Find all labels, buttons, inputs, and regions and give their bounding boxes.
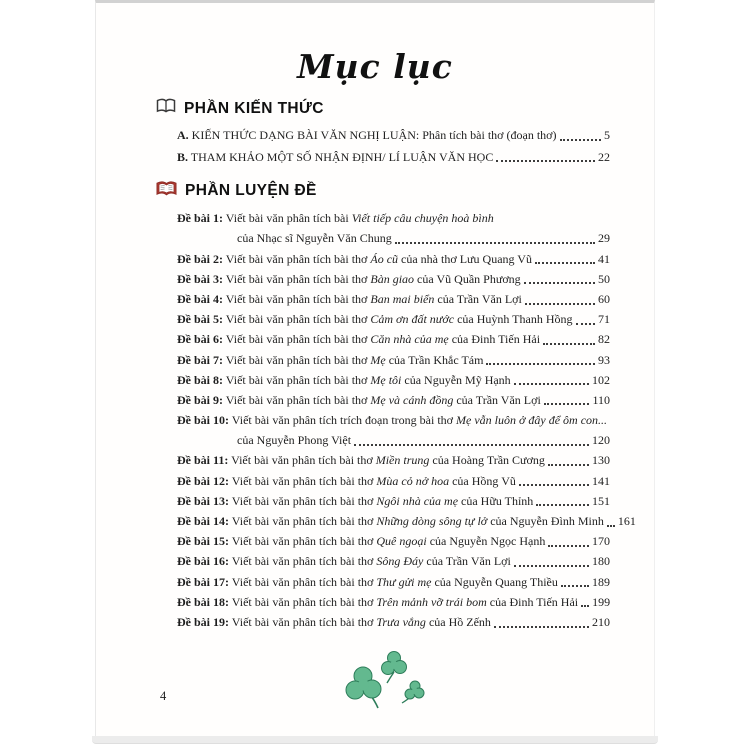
toc-entry: [177, 150, 610, 166]
folio-page-number: 4: [160, 689, 167, 703]
page-ref: 50: [598, 271, 610, 286]
entry-text: Đề bài 12: Viết bài văn phân tích bài thơ Mùa cỏ nở hoa của Hồng Vũ: [177, 473, 516, 488]
entry-label: Đề bài 8:: [177, 372, 223, 387]
dot-leader: [581, 605, 589, 607]
page-ref: 161: [617, 514, 636, 528]
entry-label: Đề bài 15:: [177, 534, 229, 549]
toc-entry: [177, 534, 610, 550]
toc-entry: [177, 353, 610, 369]
page-ref: 60: [598, 291, 610, 306]
section-header-practice: [156, 180, 610, 202]
work-title: Mẹ: [370, 352, 386, 367]
entry-label: Đề bài 3:: [177, 271, 223, 286]
dot-leader: [354, 444, 589, 446]
entry-text: A. KIẾN THỨC DẠNG BÀI VĂN NGHỊ LUẬN: Phân tích bài thơ (đoạn thơ): [177, 128, 557, 142]
toc-entry: [177, 453, 610, 469]
dot-leader: [548, 464, 589, 466]
work-title: Mẹ tôi: [370, 372, 402, 387]
work-title: Sông Đáy: [376, 554, 424, 569]
knowledge-items: [177, 128, 610, 165]
entry-label: Đề bài 17:: [177, 574, 229, 589]
work-title: Áo cũ: [370, 251, 399, 266]
toc-entry: [177, 413, 610, 429]
toc-entry: [177, 393, 610, 409]
dot-leader: [395, 242, 595, 244]
page-ref: 5: [604, 128, 610, 142]
entry-label: Đề bài 9:: [177, 392, 223, 407]
toc-entry: [177, 231, 610, 247]
dot-leader: [548, 545, 589, 547]
entry-text: Đề bài 15: Viết bài văn phân tích bài thơ Quê ngoại của Nguyễn Ngọc Hạnh: [177, 534, 546, 549]
dot-leader: [560, 139, 601, 141]
dot-leader: [561, 585, 589, 587]
entry-label: Đề bài 2:: [177, 251, 223, 266]
work-title: Những dòng sông tự lở: [376, 514, 488, 528]
dot-leader: [514, 565, 589, 567]
work-title: Viết tiếp câu chuyện hoà bình: [351, 211, 494, 226]
entry-text: Đề bài 14: Viết bài văn phân tích bài thơ Những dòng sông tự lở của Nguyễn Đình Minh: [177, 514, 604, 528]
work-title: Ngôi nhà của mẹ: [376, 493, 459, 508]
entry-label: Đề bài 11:: [177, 453, 229, 468]
page-ref: 151: [592, 493, 610, 508]
work-title: Miền trung: [375, 453, 430, 468]
dot-leader: [494, 626, 589, 628]
entry-text: Đề bài 10: Viết bài văn phân tích trích đoạn trong bài thơ Mẹ vẫn luôn ở đây để ôm con...: [177, 413, 608, 428]
toc-entry: [177, 272, 610, 288]
page-ref: 110: [592, 392, 610, 407]
page-title: Mục lục: [297, 47, 453, 86]
page-ref: 82: [598, 332, 610, 347]
clover-decoration: [158, 645, 610, 718]
dot-leader: [536, 504, 589, 506]
page-ref: 120: [592, 433, 610, 448]
page-ref: 180: [592, 554, 610, 569]
entry-label: Đề bài 18:: [177, 594, 229, 609]
work-title: Ban mai biển: [370, 291, 435, 306]
work-title: Cảm ơn đất nước: [370, 312, 455, 327]
toc-entry: [177, 474, 610, 490]
entry-text: Đề bài 13: Viết bài văn phân tích bài thơ Ngôi nhà của mẹ của Hữu Thỉnh: [177, 493, 534, 508]
entry-text: Đề bài 1: Viết bài văn phân tích bài Viết tiếp câu chuyện hoà bình: [177, 211, 494, 226]
entry-label: Đề bài 19:: [177, 614, 229, 629]
entry-text: Đề bài 17: Viết bài văn phân tích bài thơ Thư gửi mẹ của Nguyễn Quang Thiều: [177, 574, 558, 589]
toc-entry: [177, 312, 610, 328]
dot-leader: [519, 484, 589, 486]
work-title: Quê ngoại: [376, 534, 427, 549]
entry-text: Đề bài 9: Viết bài văn phân tích bài thơ Mẹ và cánh đồng của Trần Văn Lợi: [177, 392, 541, 407]
dot-leader: [607, 525, 615, 527]
practice-entries: [177, 211, 636, 630]
entry-text: Đề bài 4: Viết bài văn phân tích bài thơ Ban mai biển của Trần Văn Lợi: [177, 291, 522, 306]
entry-label: Đề bài 4:: [177, 291, 223, 306]
entry-label: Đề bài 6:: [177, 332, 223, 347]
work-title: Căn nhà của mẹ: [370, 332, 449, 347]
page-bottom-edge: [92, 736, 658, 744]
entry-text: B. THAM KHẢO MỘT SỐ NHẬN ĐỊNH/ LÍ LUẬN VĂN HỌC: [177, 149, 494, 164]
entry-text: Đề bài 19: Viết bài văn phân tích bài thơ Trưa vắng của Hồ Zếnh: [177, 614, 491, 629]
entry-text: Đề bài 2: Viết bài văn phân tích bài thơ Áo cũ của nhà thơ Lưu Quang Vũ: [177, 251, 532, 266]
page-ref: 93: [598, 352, 610, 367]
dot-leader: [524, 282, 595, 284]
page-ref: 130: [592, 453, 610, 468]
entry-label: B.: [177, 149, 189, 164]
dot-leader: [525, 303, 595, 305]
work-title: Mẹ và cánh đồng: [370, 392, 454, 407]
entry-label: Đề bài 5:: [177, 312, 223, 327]
page-ref: 210: [592, 614, 610, 629]
work-title: Bàn giao: [370, 271, 415, 286]
entry-text: Đề bài 6: Viết bài văn phân tích bài thơ Căn nhà của mẹ của Đinh Tiến Hải: [177, 332, 541, 347]
entry-text: Đề bài 7: Viết bài văn phân tích bài thơ Mẹ của Trần Khắc Tám: [177, 352, 484, 367]
open-book-icon: [156, 98, 176, 119]
entry-text: Đề bài 8: Viết bài văn phân tích bài thơ Mẹ tôi của Nguyễn Mỹ Hạnh: [177, 372, 511, 387]
toc-entry: [177, 433, 610, 449]
toc-entry: [177, 332, 610, 348]
entry-label: Đề bài 14:: [177, 514, 229, 528]
entry-text: Đề bài 5: Viết bài văn phân tích bài thơ Cảm ơn đất nước của Huỳnh Thanh Hồng: [177, 312, 573, 327]
entry-text: Đề bài 3: Viết bài văn phân tích bài thơ Bàn giao của Vũ Quần Phương: [177, 271, 521, 286]
section-heading-label: PHẦN LUYỆN ĐỀ: [185, 182, 317, 200]
toc-entry: [177, 554, 610, 570]
work-title: Mẹ vẫn luôn ở đây để ôm con...: [456, 413, 608, 428]
page-ref: 189: [592, 574, 610, 589]
page-ref: 71: [598, 312, 610, 327]
book-page: [95, 0, 655, 736]
page-ref: 170: [592, 534, 610, 549]
entry-text: Đề bài 18: Viết bài văn phân tích bài thơ Trên mảnh vỡ trái bom của Đinh Tiến Hải: [177, 594, 579, 609]
dot-leader: [535, 262, 595, 264]
toc-entry: [177, 575, 610, 591]
toc-entry: [177, 595, 610, 611]
work-title: Trên mảnh vỡ trái bom: [376, 594, 487, 609]
section-heading-label: PHẦN KIẾN THỨC: [184, 99, 324, 117]
toc-entry: [177, 615, 610, 631]
page-ref: 141: [592, 473, 610, 488]
toc-entry: [177, 211, 610, 227]
work-title: Trưa vắng: [376, 614, 426, 629]
toc-entry: [177, 514, 636, 530]
page-ref: 29: [598, 231, 610, 246]
entry-label: A.: [177, 128, 189, 142]
entry-label: Đề bài 12:: [177, 473, 229, 488]
entry-text: Đề bài 11: Viết bài văn phân tích bài thơ Miền trung của Hoàng Trần Cương: [177, 453, 545, 468]
entry-label: Đề bài 16:: [177, 554, 229, 569]
toc-entry: [177, 494, 610, 510]
dot-leader: [544, 403, 590, 405]
page-ref: 102: [592, 372, 610, 387]
toc-entry: [177, 128, 610, 144]
dot-leader: [543, 343, 595, 345]
toc-content: [96, 98, 654, 718]
entry-text: của Nguyễn Phong Việt: [237, 433, 352, 448]
dot-leader: [496, 160, 595, 162]
work-title: Mùa cỏ nở hoa: [376, 473, 450, 488]
red-book-icon: [156, 180, 177, 202]
dot-leader: [514, 383, 589, 385]
toc-entry: [177, 373, 610, 389]
entry-label: Đề bài 10:: [177, 413, 229, 428]
toc-entry: [177, 292, 610, 308]
page-ref: 199: [592, 594, 611, 609]
work-title: Thư gửi mẹ: [376, 574, 432, 589]
page-ref: 41: [598, 251, 610, 266]
entry-text: của Nhạc sĩ Nguyễn Văn Chung: [237, 231, 392, 246]
entry-label: Đề bài 13:: [177, 493, 229, 508]
section-header-knowledge: [156, 98, 610, 119]
entry-text: Đề bài 16: Viết bài văn phân tích bài thơ Sông Đáy của Trần Văn Lợi: [177, 554, 511, 569]
entry-label: Đề bài 1:: [177, 211, 223, 226]
entry-label: Đề bài 7:: [177, 352, 223, 367]
dot-leader: [486, 363, 595, 365]
toc-entry: [177, 252, 610, 268]
dot-leader: [576, 323, 596, 325]
page-ref: 22: [598, 149, 610, 164]
